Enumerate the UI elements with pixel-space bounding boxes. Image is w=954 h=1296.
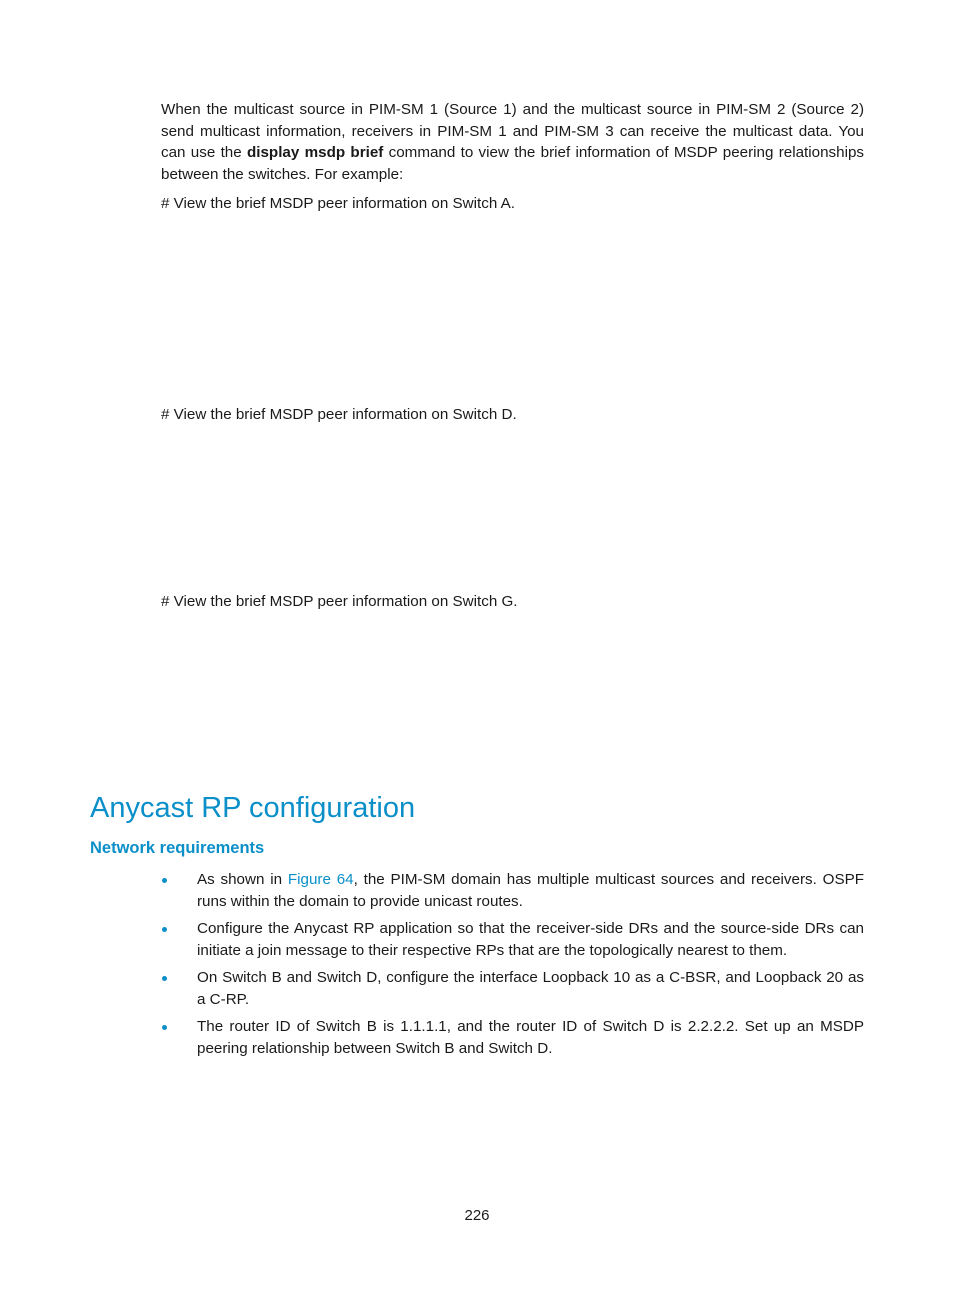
requirements-list bbox=[161, 869, 864, 1065]
bullet-icon bbox=[162, 976, 167, 981]
page-number: 226 bbox=[464, 1207, 490, 1224]
bullet-icon bbox=[162, 927, 167, 932]
figure-link[interactable]: Figure 64 bbox=[287, 871, 354, 888]
section-subtitle: Network requirements bbox=[90, 839, 265, 857]
list-item bbox=[161, 869, 864, 912]
bullet-text: Configure the Anycast RP application so that the receiver-side DRs and the source-side DRs can initiate a join message to their respective RPs that are the topologically nearest to them. bbox=[197, 920, 864, 959]
step-switch-a: # View the brief MSDP peer information on Switch A. bbox=[161, 195, 515, 212]
step-switch-g: # View the brief MSDP peer information on Switch G. bbox=[161, 593, 518, 610]
list-item bbox=[161, 967, 864, 1010]
list-item bbox=[161, 1016, 864, 1059]
list-item bbox=[161, 918, 864, 961]
bullet-text: , the PIM-SM domain has multiple multicast sources and receivers. OSPF runs within the domain to provide unicast routes. bbox=[197, 871, 864, 910]
section-title: Anycast RP configuration bbox=[90, 792, 416, 824]
intro-text-after: command to view the brief information of MSDP peering relationships between the switches. For example: bbox=[161, 144, 864, 183]
bullet-text: The router ID of Switch B is 1.1.1.1, and the router ID of Switch D is 2.2.2.2. Set up an MSDP peering relationship between Switch B and Switch D. bbox=[197, 1018, 864, 1057]
bullet-text: As shown in bbox=[197, 871, 288, 888]
command-display-msdp-brief: display msdp brief bbox=[246, 144, 384, 161]
bullet-icon bbox=[162, 1025, 167, 1030]
intro-text-before: When the multicast source in PIM-SM 1 (Source 1) and the multicast source in PIM-SM 2 (Source 2) send multicast information, receivers in PIM-SM 1 and PIM-SM 3 can receive the multicast data. You can use the bbox=[161, 101, 864, 161]
bullet-text: On Switch B and Switch D, configure the interface Loopback 10 as a C-BSR, and Loopback 20 as a C-RP. bbox=[197, 969, 864, 1008]
step-switch-d: # View the brief MSDP peer information on Switch D. bbox=[161, 406, 517, 423]
intro-paragraph bbox=[161, 99, 864, 185]
bullet-icon bbox=[162, 878, 167, 883]
